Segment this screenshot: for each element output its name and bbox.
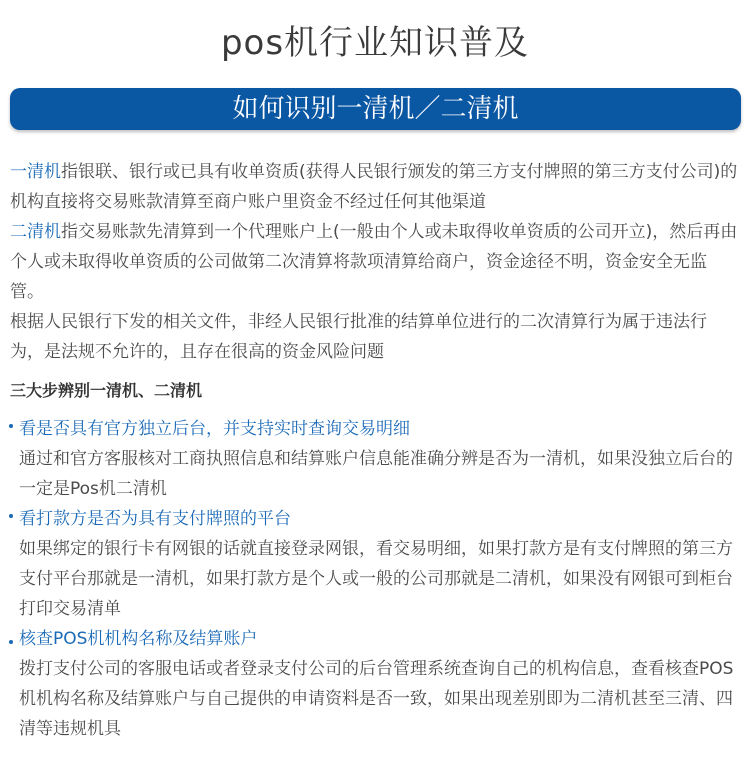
first-clearing-definition [10,157,740,217]
step-2-bullet [9,514,13,518]
section-banner [10,88,741,130]
first-clearing-text: 指银联、银行或已具有收单资质(获得人民银行颁发的第三方支付牌照的第三方支付公司)的机构直接将交易账款清算至商户账户里资金不经过任何其他渠道 [10,162,738,212]
steps-heading: 三大步辨别一清机、二清机 [10,381,203,400]
second-clearing-term: 二清机 [10,222,61,242]
step-3-title: 核查POS机机构名称及结算账户 [19,629,258,649]
first-clearing-term: 一清机 [10,162,61,182]
banner-title: 如何识别一清机／二清机 [232,94,519,124]
step-1-title: 看是否具有官方独立后台，并支持实时查询交易明细 [19,419,410,439]
regulation-paragraph: 根据人民银行下发的相关文件，非经人民银行批准的结算单位进行的二次清算行为属于违法行为，是法规不允许的，且存在很高的资金风险问题 [10,312,707,362]
step-2-description: 如果绑定的银行卡有网银的话就直接登录网银，看交易明细，如果打款方是有支付牌照的第三方支付平台那就是一清机，如果打款方是个人或一般的公司那就是二清机，如果没有网银可到柜台打印交易清单 [19,539,733,619]
step-1-bullet [9,424,13,428]
step-1-description: 通过和官方客服核对工商执照信息和结算账户信息能准确分辨是否为一清机，如果没独立后台的一定是Pos机二清机 [19,449,733,499]
step-2-title: 看打款方是否为具有支付牌照的平台 [19,509,291,529]
second-clearing-text: 指交易账款先清算到一个代理账户上(一般由个人或未取得收单资质的公司开立)，然后再由个人或未取得收单资质的公司做第二次清算将款项清算给商户，资金途径不明，资金安全无监管。 [10,222,738,302]
second-clearing-definition [10,217,740,307]
page-title: pos机行业知识普及 [220,23,530,63]
step-3-description: 拨打支付公司的客服电话或者登录支付公司的后台管理系统查询自己的机构信息，查看核查POS机机构名称及结算账户与自己提供的申请资料是否一致，如果出现差别即为二清机甚至三清、四清等违规机具 [19,659,734,739]
step-3-bullet [9,640,13,644]
